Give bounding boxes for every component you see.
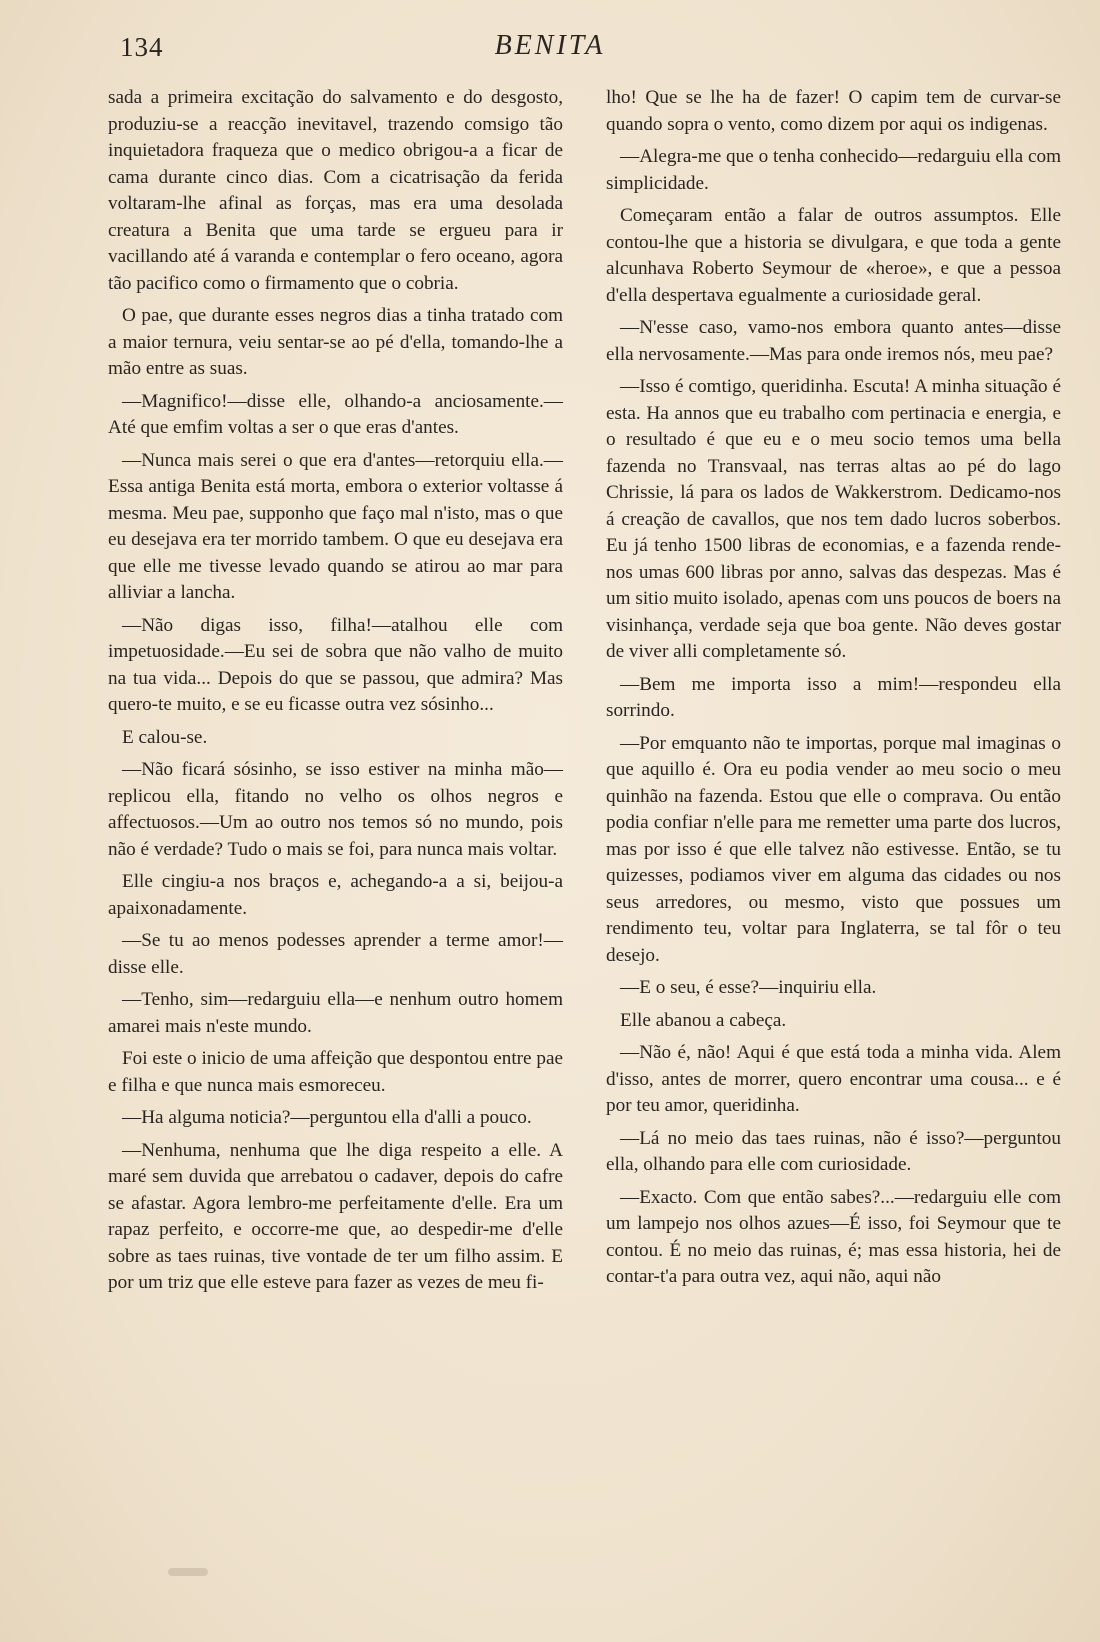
paragraph: —Por emquanto não te importas, porque mal imaginas o que aquillo é. Ora eu podia vender ao meu socio o meu quinhão na fazenda. Estou que elle o comprava. Ou então podia confiar n'elle para me remetter uma parte dos lucros, mas por isso é que elle talvez não estivesse. Então, se tu quizesses, podiamos viver em alguma das cidades ou nos seus arredores, ou mesmo, visto que possues um rendimento teu, voltar para Inglaterra, se tal fôr o teu desejo. [606,732,1061,966]
paragraph: —Isso é comtigo, queridinha. Escuta! A minha situação é esta. Ha annos que eu trabalho com pertinacia e energia, e o resultado é que eu e o meu socio temos uma bella fazenda no Transvaal, nas terras altas ao pé do lago Chrissie, lá para os lados de Wakkerstrom. Dedicamo-nos á creação de cavallos, que nos tem dado lucros soberbos. Eu já tenho 1500 libras de economias, e a fazenda rende-nos umas 600 libras por anno, salvas das despezas. Mas é um sitio muito isolado, apenas com uns poucos de boers na visinhança, verdade seja que boa gente. Não deves gostar de viver alli completamente só. [606,376,1061,662]
paragraph: Começaram então a falar de outros assumptos. Elle contou-lhe que a historia se divulgara, e que toda a gente alcunhava Roberto Seymour de «heroe», e que a pessoa d'ella despertava egualmente a curiosidade geral. [606,205,1061,306]
right-text-column [606,85,1061,1297]
paragraph: O pae, que durante esses negros dias a tinha tratado com a maior ternura, veiu sentar-se ao pé d'ella, tomando-lhe a mão entre as suas. [108,305,563,379]
paragraph: —Não ficará sósinho, se isso estiver na minha mão—replicou ella, fitando no velho os olhos negros e affectuosos.—Um ao outro nos temos só no mundo, pois não é verdade? Tudo o mais se foi, para nunca mais voltar. [108,759,563,860]
paragraph: —Nunca mais serei o que era d'antes—retorquiu ella.—Essa antiga Benita está morta, embora o exterior voltasse á mesma. Meu pae, supponho que faço mal n'isto, mas o que eu desejava era ter morrido tambem. O que eu desejava era que elle me tivesse levado quando se atirou ao mar para alliviar a lancha. [108,449,563,603]
left-text-column [108,85,563,1303]
paragraph: —Magnifico!—disse elle, olhando-a anciosamente.—Até que emfim voltas a ser o que eras d'antes. [108,390,563,438]
paragraph: lho! Que se lhe ha de fazer! O capim tem de curvar-se quando sopra o vento, como dizem por aqui os indigenas. [606,87,1061,135]
paragraph: —E o seu, é esse?—inquiriu ella. [620,977,877,998]
paragraph: —Não digas isso, filha!—atalhou elle com impetuosidade.—Eu sei de sobra que não valho de muito na tua vida... Depois do que se passou, que admira? Mas quero-te muito, e se eu ficasse outra vez sósinho... [108,614,563,715]
paragraph: sada a primeira excitação do salvamento e do desgosto, produziu-se a reacção inevitavel, trazendo comsigo tão inquietadora fraqueza que o medico obrigou-a a ficar de cama durante cinco dias. Com a cicatrisação da ferida voltaram-lhe afinal as forças, mas era uma desolada creatura a Benita que uma tarde se ergueu para ir vacillando até á varanda e contemplar o fero oceano, agora tão pacifico como o firmamento que o cobria. [108,87,563,294]
page-header [0,30,1100,70]
paper-smudge [168,1568,208,1576]
paragraph: —Lá no meio das taes ruinas, não é isso?—perguntou ella, olhando para elle com curiosidade. [606,1127,1061,1175]
paragraph: Elle abanou a cabeça. [620,1009,787,1031]
paragraph: —Nenhuma, nenhuma que lhe diga respeito a elle. A maré sem duvida que arrebatou o cadaver, depois do cafre se afastar. Agora lembro-me perfeitamente d'elle. Era um rapaz perfeito, e occorre-me que, ao despedir-me d'elle sobre as taes ruinas, tive vontade de ter um filho assim. E por um triz que elle esteve para fazer as vezes de meu fi- [108,1139,563,1293]
paragraph: —Alegra-me que o tenha conhecido—redarguiu ella com simplicidade. [606,146,1061,194]
page-number: 134 [120,32,164,62]
paragraph: Elle cingiu-a nos braços e, achegando-a a si, beijou-a apaixonadamente. [108,871,563,919]
paragraph: —Se tu ao menos podesses aprender a terme amor!—disse elle. [108,930,563,978]
paragraph: —Exacto. Com que então sabes?...—redarguiu elle com um lampejo nos olhos azues—É isso, foi Seymour que te contou. É no meio das ruinas, é; mas essa historia, hei de contar-t'a para outra vez, aqui não, aqui não [606,1186,1061,1287]
paragraph: —Tenho, sim—redarguiu ella—e nenhum outro homem amarei mais n'este mundo. [108,989,563,1037]
paragraph: —Ha alguma noticia?—perguntou ella d'alli a pouco. [122,1107,532,1128]
paragraph: —N'esse caso, vamo-nos embora quanto antes—disse ella nervosamente.—Mas para onde iremos nós, meu pae? [606,317,1061,365]
paragraph: —Não é, não! Aqui é que está toda a minha vida. Alem d'isso, antes de morrer, quero encontrar uma cousa... e é por teu amor, queridinha. [606,1042,1061,1116]
paragraph: —Bem me importa isso a mim!—respondeu ella sorrindo. [606,673,1061,721]
paragraph: E calou-se. [122,726,208,748]
running-title: BENITA [494,30,606,61]
paragraph: Foi este o inicio de uma affeição que despontou entre pae e filha e que nunca mais esmoreceu. [108,1048,563,1096]
